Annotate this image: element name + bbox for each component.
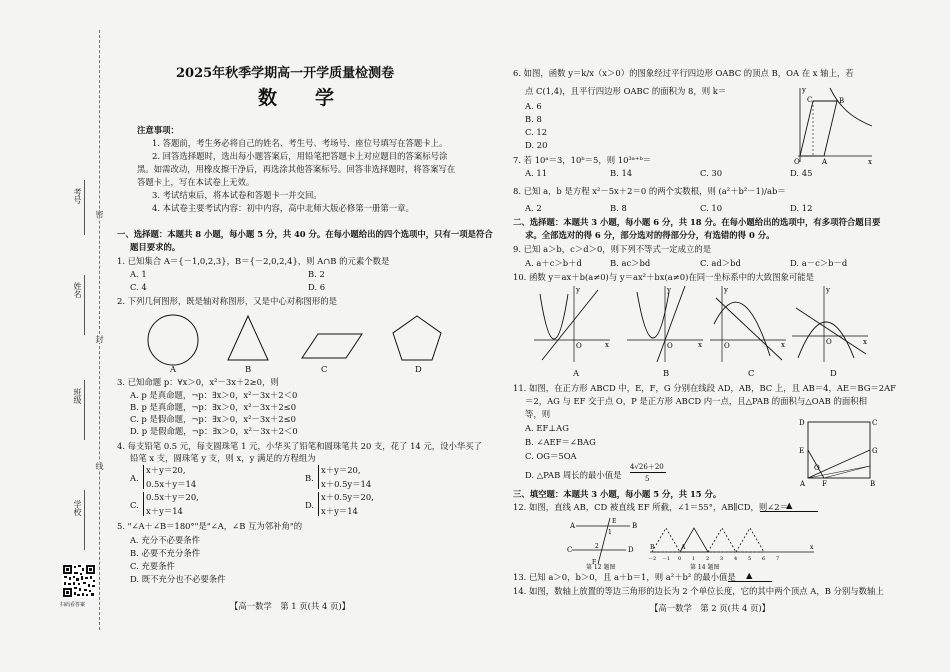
page2-footer: 【高一数学 第 2 页(共 4 页)】 [650,603,770,613]
q12-fig-c: C [567,546,573,554]
q1-stem: 1. 已知集合 A＝{－1,0,2,3}，B＝{－2,0,2,4}，则 A∩B 的元素个数是 [117,256,390,266]
q4-c-eq1: 0.5x＋y＝20, [146,492,199,502]
q11-figure [798,416,880,488]
q3-option-a: A. p 是真命题，¬p：∃x＞0，x²－3x＋2＜0 [130,390,298,400]
q10-label-a: A [573,368,580,378]
q5-option-a: A. 充分不必要条件 [130,535,200,545]
note-line-4: 答题卡上，写在本试卷上无效。 [137,177,255,187]
q1-option-a: A. 1 [130,269,147,279]
notes-heading: 注意事项： [137,125,179,135]
q14-tick: 4 [734,556,738,562]
q10-label-b: B [663,368,670,378]
q14-figure [648,518,818,562]
q10a-y: y [576,286,580,294]
q13-answer-blank [728,581,772,582]
q4-a-eq1: x＋y＝20, [146,465,186,475]
q4-option-a: A. [130,473,139,483]
subject-title: 数 学 [258,87,335,109]
q10b-o: O [667,342,673,350]
q2-triangle-shape [228,316,268,360]
q2-stem: 2. 下列几何图形，既是轴对称图形，又是中心对称图形的是 [117,296,338,306]
q14-tick: 6 [762,556,766,562]
q3-stem: 3. 已知命题 p：∀x＞0，x²－3x＋2≥0，则 [117,377,279,387]
q14-tick: －2 [648,556,657,562]
q11-fig-f: F [822,480,827,488]
q14-tick: 2 [706,556,710,562]
q12-figure-caption: 第 12 题图 [586,564,616,571]
q1-option-b: B. 2 [308,269,325,279]
q12-fig-b: B [632,522,638,530]
q11-stem-2: ＝2，AG 与 EF 交于点 O，P 是正方形 ABCD 内一点，且△PAB 的面积与△OAB 的面积相 [525,396,867,406]
exam-title: 2025年秋季学期高一开学质量检测卷 [176,66,395,81]
note-line-5: 3. 考试结束后，将本试卷和答题卡一并交回。 [152,190,322,200]
q8-stem: 8. 已知 a，b 是方程 x²－5x＋2＝0 的两个实数根，则 (a²＋b²－1)/ab＝ [513,186,786,196]
note-line-2: 2. 回答选择题时，选出每小题答案后，用铅笔把答题卡上对应题目的答案标号涂 [152,151,448,161]
q10c-y: y [724,286,728,294]
q11-fig-g: G [872,447,878,455]
q4-stem-1: 4. 每支铅笔 0.5 元，每支圆珠笔 1 元，小华买了铅笔和圆珠笔共 20 支，花了 14 元，设小华买了 [117,441,483,451]
q12-fig-f: F [592,559,597,566]
q10-graph-a [532,284,612,364]
q11-stem-1: 11. 如图，在正方形 ABCD 中，E，F，G 分别在线段 AD，AB，BC 上，且 AB＝4，AE＝BG＝2AF [513,383,896,393]
q9-option-b: B. ac＞bd [610,258,651,268]
q10-label-d: D [830,368,837,378]
q7-option-a: A. 11 [525,168,548,178]
q6-fig-y: y [802,86,806,94]
binding-label-name: 姓名 [73,282,82,298]
seal-mark-3: 线 [95,462,104,470]
q8-option-d: D. 12 [790,203,813,213]
q10-graph-c [708,284,788,364]
q14-fig-a: A [681,544,686,551]
q11-fig-b: B [870,480,876,488]
q1-option-c: C. 4 [130,282,147,292]
q3-option-c: C. p 是假命题，¬p：∃x＞0，x²－3x＋2≤0 [130,414,296,424]
binding-label-class: 班级 [73,388,82,404]
q11-option-c: C. OG＝5OA [525,451,577,461]
q2-label-c: C [321,364,328,374]
q10d-o: O [826,338,832,346]
q12-fig-a: A [570,522,576,530]
q10-label-c: C [748,368,755,378]
q11-option-a: A. EF⊥AG [525,423,569,433]
q5-stem: 5. "∠A＋∠B＝180°"是"∠A，∠B 互为邻补角"的 [117,521,303,531]
q13-triangle-icon: ▲ [746,570,753,580]
q10b-y: y [667,286,671,294]
q6-fig-x: x [868,158,872,166]
note-line-1: 1. 答题前，考生务必将自己的姓名、考生号、考场号、座位号填写在答题卡上。 [152,138,448,148]
q12-figure [568,516,638,566]
q2-label-b: B [245,364,252,374]
q14-figure-caption: 第 14 题图 [690,564,720,571]
section2-heading: 二、选择题：本题共 3 小题，每小题 6 分，共 18 分。在每小题给出的选项中，有多项符合题目要 [513,217,881,227]
q14-tick: 1 [692,556,696,562]
q10c-o: O [724,342,730,350]
q11-option-b: B. ∠AEF＝∠BAG [525,437,596,447]
q8-option-b: B. 8 [610,203,627,213]
section1-heading: 一、选择题：本题共 8 小题，每小题 5 分，共 40 分。在每小题给出的四个选项中，只有一项是符合 [117,229,493,239]
seal-mark-2: 封 [95,335,104,343]
q7-option-c: C. 30 [700,168,723,178]
q12-fig-e: E [612,518,617,525]
q3-option-b: B. p 是真命题，¬p：∃x＞0，x²－3x＋2≤0 [130,402,297,412]
q10-graph-b [625,284,705,364]
q12-answer-blank [760,511,818,512]
q11-d-numerator: 4√26＋20 [630,463,664,471]
q9-option-a: A. a＋c＞b＋d [525,258,582,268]
q6-fig-o: O [794,158,800,166]
q7-stem: 7. 若 10ᵃ＝3，10ᵇ＝5，则 10³ᵃ⁺ᵇ＝ [513,155,652,165]
q10c-x: x [781,341,785,349]
q4-option-c: C. [130,500,139,510]
q11-fig-o: O [814,464,820,472]
q11-fig-e: E [799,447,805,455]
q4-c-eq2: x＋y＝14 [146,506,183,516]
q12-fig-d: D [628,546,634,554]
note-line-6: 4. 本试卷主要考试内容：初中内容，高中北师大版必修第一册第一章。 [152,203,414,213]
binding-label-exam-no: 考号 [73,188,82,204]
q14-tick: 5 [748,556,752,562]
q14-tick: 0 [678,556,682,562]
q4-stem-2: 铅笔 x 支，圆珠笔 y 支，则 x，y 满足的方程组为 [130,453,316,463]
q10-stem: 10. 函数 y＝ax＋b(a≠0)与 y＝ax²＋bx(a≠0)在同一坐标系中的大致图象可能是 [513,272,814,282]
q10-graph-d [790,284,870,364]
q12-triangle-icon: ▲ [786,500,793,510]
binding-underline-2 [84,275,85,335]
q13-stem: 13. 已知 a＞0，b＞0，且 a＋b＝1，则 a²＋b² 的最小值是 [513,572,736,582]
q11-stem-3: 等，则 [525,409,551,419]
q1-option-d: D. 6 [308,282,326,292]
binding-underline-4 [84,490,85,550]
q2-figures [140,310,460,372]
qr-code-image [62,564,96,598]
q4-d-eq1: x＋0.5y＝20, [321,492,374,502]
q14-ticks [648,556,779,562]
section1-heading-2: 题目要求的。 [130,242,181,252]
q10a-o: O [576,342,582,350]
q9-option-c: C. ad＞bd [700,258,741,268]
q5-option-d: D. 既不充分也不必要条件 [130,574,226,584]
q11-fig-a: A [800,480,806,488]
q12-fig-angle-2: 2 [595,543,599,550]
q2-label-d: D [415,364,422,374]
q11-fig-d: D [799,419,805,427]
q10d-y: y [826,286,830,294]
q11-option-d: D. △PAB 周长的最小值是 [525,470,622,480]
q6-figure [790,84,875,166]
q6-stem-1: 6. 如图，函数 y＝k/x（x＞0）的图象经过平行四边形 OABC 的顶点 B，OA 在 x 轴上，若 [513,68,854,78]
q4-option-b: B. [305,473,314,483]
seal-mark-1: 密 [95,210,104,218]
q6-option-a: A. 6 [525,101,542,111]
binding-dashed-line [99,30,100,630]
section2-heading-2: 求。全部选对的得 6 分，部分选对的得部分分，有选错的得 0 分。 [525,230,775,240]
q8-option-c: C. 10 [700,203,723,213]
q11-fig-c: C [872,419,878,427]
q7-option-d: D. 45 [790,168,813,178]
q6-option-c: C. 12 [525,127,548,137]
q9-stem: 9. 已知 a＞b，c＞d＞0，则下列不等式一定成立的是 [513,244,712,254]
q2-parallelogram-shape [302,334,362,358]
q12-stem: 12. 如图，直线 AB，CD 被直线 EF 所截，∠1＝55°，AB∥CD，则∠2＝ [513,502,788,512]
q2-pentagon-shape [393,316,441,360]
q8-option-a: A. 2 [525,203,542,213]
q11-d-fraction-bar [630,472,666,473]
q6-fig-a: A [822,158,828,166]
q4-d-eq2: x＋y＝14 [321,506,358,516]
q14-tick: 3 [720,556,724,562]
q5-option-b: B. 必要不充分条件 [130,548,201,558]
q9-option-d: D. a－c＞b－d [790,258,848,268]
q11-d-denominator: 5 [645,475,650,483]
q4-b-eq2: x＋0.5y＝14 [321,479,372,489]
q6-option-b: B. 8 [525,114,542,124]
section3-heading: 三、填空题：本题共 3 小题，每小题 5 分，共 15 分。 [513,489,722,499]
q14-stem: 14. 如图，数轴上放置的等边三角形的边长为 2 个单位长度，它的其中两个顶点 A，B 分别与数轴上 [513,586,884,596]
q5-option-c: C. 充要条件 [130,561,175,571]
q4-option-d: D. [305,500,315,510]
q2-label-a: A [170,364,177,374]
binding-label-school: 学校 [73,500,82,516]
binding-underline-1 [84,180,85,235]
q3-option-d: D. p 是假命题，¬p：∃x＞0，x²－3x＋2＜0 [130,426,298,436]
q12-fig-angle-1: 1 [608,529,612,536]
q2-circle-shape [148,315,198,365]
q14-fig-b: B [650,544,655,551]
q6-fig-c: C [807,96,813,104]
qr-caption: 扫码看答案 [60,602,86,608]
q14-tick: －1 [662,556,671,562]
q6-option-d: D. 20 [525,140,548,150]
q6-stem-2: 点 C(1,4)，且平行四边形 OABC 的面积为 8，则 k＝ [525,86,727,96]
q10b-x: x [698,341,702,349]
page1-footer: 【高一数学 第 1 页(共 4 页)】 [230,601,350,611]
q14-fig-x: x [810,544,814,551]
q6-fig-b: B [839,97,845,105]
q14-tick: 7 [776,556,780,562]
q4-a-eq2: 0.5x＋y＝14 [146,479,197,489]
q6-hyperbola [830,88,872,126]
q7-option-b: B. 14 [610,168,633,178]
q10a-x: x [605,341,609,349]
q10d-x: x [863,338,867,346]
q6-parallelogram [800,101,837,156]
note-line-3: 黑。如需改动，用橡皮擦干净后，再选涂其他答案标号。回答非选择题时，将答案写在 [137,164,456,174]
q4-b-eq1: x＋y＝20, [321,465,361,475]
binding-underline-3 [84,380,85,440]
